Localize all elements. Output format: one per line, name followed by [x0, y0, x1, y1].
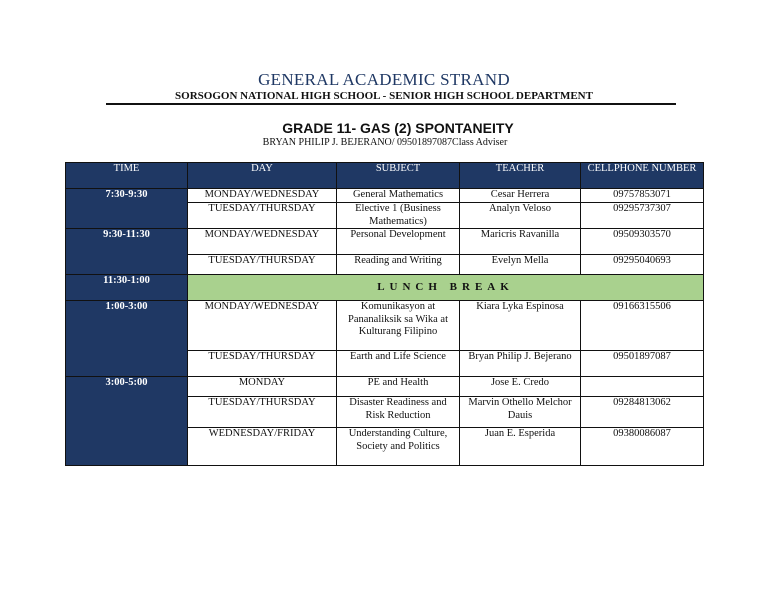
school-name: SORSOGON NATIONAL HIGH SCHOOL - SENIOR HIGH SCHOOL DEPARTMENT: [175, 90, 593, 102]
table-row: [66, 377, 704, 397]
header-teacher: TEACHER: [460, 163, 581, 189]
header-subject: SUBJECT: [337, 163, 460, 189]
teacher-cell: Juan E. Esperida: [460, 428, 581, 466]
phone-cell: 09501897087: [581, 351, 704, 377]
subject-cell: Reading and Writing: [337, 255, 460, 275]
teacher-cell: Analyn Veloso: [460, 203, 581, 229]
phone-cell: [581, 377, 704, 397]
header-time: TIME: [66, 163, 188, 189]
subject-cell: Elective 1 (Business Mathematics): [337, 203, 460, 229]
phone-cell: 09757853071: [581, 189, 704, 203]
day-cell: MONDAY/WEDNESDAY: [188, 189, 337, 203]
class-schedule-table: [65, 162, 704, 466]
table-row: [66, 301, 704, 351]
day-cell: TUESDAY/THURSDAY: [188, 397, 337, 428]
phone-cell: 09380086087: [581, 428, 704, 466]
day-cell: MONDAY/WEDNESDAY: [188, 229, 337, 255]
class-adviser: BRYAN PHILIP J. BEJERANO/ 09501897087Class Adviser: [262, 137, 508, 148]
teacher-cell: Bryan Philip J. Bejerano: [460, 351, 581, 377]
phone-cell: 09284813062: [581, 397, 704, 428]
time-slot: 7:30-9:30: [66, 189, 188, 229]
day-cell: TUESDAY/THURSDAY: [188, 255, 337, 275]
day-cell: MONDAY/WEDNESDAY: [188, 301, 337, 351]
day-cell: MONDAY: [188, 377, 337, 397]
header-day: DAY: [188, 163, 337, 189]
document-title: GENERAL ACADEMIC STRAND: [258, 70, 510, 89]
lunch-break-banner: LUNCH BREAK: [188, 275, 704, 301]
teacher-cell: Evelyn Mella: [460, 255, 581, 275]
time-slot: 9:30-11:30: [66, 229, 188, 275]
teacher-cell: Marvin Othello Melchor Dauis: [460, 397, 581, 428]
table-row: [66, 229, 704, 255]
subject-cell: PE and Health: [337, 377, 460, 397]
lunch-row: [66, 275, 704, 301]
subject-cell: Understanding Culture, Society and Politics: [337, 428, 460, 466]
subject-cell: Earth and Life Science: [337, 351, 460, 377]
subject-cell: Personal Development: [337, 229, 460, 255]
subject-cell: General Mathematics: [337, 189, 460, 203]
table-header-row: [66, 163, 704, 189]
day-cell: TUESDAY/THURSDAY: [188, 203, 337, 229]
phone-cell: 09509303570: [581, 229, 704, 255]
subject-cell: Disaster Readiness and Risk Reduction: [337, 397, 460, 428]
teacher-cell: Kiara Lyka Espinosa: [460, 301, 581, 351]
teacher-cell: Maricris Ravanilla: [460, 229, 581, 255]
header-cellphone: CELLPHONE NUMBER: [581, 163, 704, 189]
class-heading: GRADE 11- GAS (2) SPONTANEITY: [282, 120, 514, 136]
day-cell: TUESDAY/THURSDAY: [188, 351, 337, 377]
time-slot: 1:00-3:00: [66, 301, 188, 377]
phone-cell: 09166315506: [581, 301, 704, 351]
time-slot: 11:30-1:00: [66, 275, 188, 301]
phone-cell: 09295737307: [581, 203, 704, 229]
time-slot: 3:00-5:00: [66, 377, 188, 466]
table-row: [66, 189, 704, 203]
teacher-cell: Cesar Herrera: [460, 189, 581, 203]
header-divider: [106, 103, 676, 105]
subject-cell: Komunikasyon at Pananaliksik sa Wika at Kulturang Filipino: [337, 301, 460, 351]
teacher-cell: Jose E. Credo: [460, 377, 581, 397]
phone-cell: 09295040693: [581, 255, 704, 275]
day-cell: WEDNESDAY/FRIDAY: [188, 428, 337, 466]
